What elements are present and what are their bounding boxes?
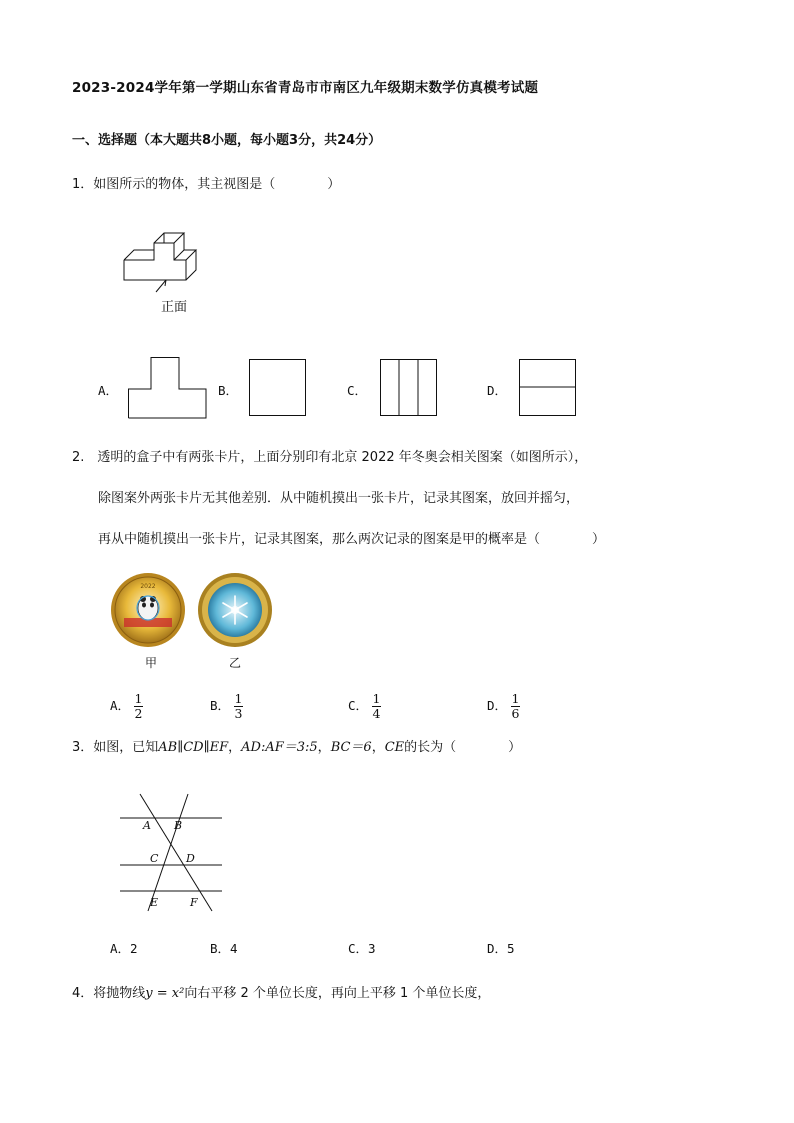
point-a-label: A [143,819,151,832]
q1-solid-figure [120,225,210,300]
q3-ratio-math: AD:AF＝3:5 [241,740,318,755]
question-2-line-3: 再从中随机摸出一张卡片，记录其图案，那么两次记录的图案是甲的概率是（ ） [98,532,606,547]
q2-option-a[interactable] [110,692,143,721]
q2-option-b-fraction: $\frac{1}{3}$ [234,691,243,721]
q2-option-b-label: B． [210,698,231,713]
q3-option-a[interactable]: A．2 [110,941,138,956]
q3-option-b[interactable]: B．4 [210,941,238,956]
q3-ce-math: CE [384,740,405,755]
question-4-stem: 4．将抛物线y = x²向右平移 2 个单位长度，再向上平移 1 个单位长度， [72,986,491,1001]
q1-option-b-label[interactable]: B． [218,383,239,398]
front-view-label: 正面 [161,300,188,315]
point-b-label: B [174,819,183,832]
q2-option-c-fraction: $\frac{1}{4}$ [372,691,381,721]
q3-bc-math: BC＝6 [330,740,372,755]
point-d-label: D [186,852,195,865]
q2-option-b[interactable] [210,692,243,721]
q3-parallel-lines-figure [118,790,228,915]
point-f-label: F [190,896,198,909]
q3-option-d[interactable]: D．5 [487,941,515,956]
q1-option-d-label[interactable]: D． [487,383,508,398]
q1-option-b-figure[interactable] [249,359,307,417]
question-3-stem: 3．如图，已知AB∥CD∥EF，AD:AF＝3:5，BC＝6，CE的长为（ ） [72,740,522,755]
coin-yi-label: 乙 [229,656,242,670]
coin-banner-text: 2022 [140,583,156,590]
question-2-line-1: 2. 透明的盒子中有两张卡片，上面分别印有北京 2022 年冬奥会相关图案（如图所示）， [72,450,588,465]
q1-option-a-figure[interactable] [128,357,208,419]
question-1-stem: 1．如图所示的物体，其主视图是（ ） [72,177,341,192]
q1-option-a-label[interactable]: A． [98,383,119,398]
q2-option-d[interactable] [487,692,520,721]
q2-option-d-label: D． [487,698,508,713]
q3-option-c[interactable]: C．3 [348,941,376,956]
q2-option-d-fraction: $\frac{1}{6}$ [511,691,520,721]
coin-yi-image [197,572,273,648]
q2-option-c[interactable] [348,692,381,721]
q1-option-c-label[interactable]: C． [347,383,368,398]
q1-option-c-figure[interactable] [380,359,438,417]
q2-option-a-fraction: $\frac{1}{2}$ [134,691,143,721]
section-heading: 一、选择题（本大题共8小题，每小题3分，共24分） [72,133,382,148]
coin-jia-label: 甲 [145,656,158,670]
q4-parabola-math: y = x² [145,986,185,1001]
q2-option-a-label: A． [110,698,131,713]
q3-parallel-math: AB∥CD∥EF [158,740,229,755]
question-2-line-2: 除图案外两张卡片无其他差别．从中随机摸出一张卡片，记录其图案，放回并摇匀， [98,491,580,506]
q1-option-d-figure[interactable] [519,359,577,417]
page-title: 2023-2024学年第一学期山东省青岛市市南区九年级期末数学仿真模考试题 [72,80,539,96]
coin-jia-image [110,572,186,648]
point-c-label: C [150,852,159,865]
point-e-label: E [150,896,159,909]
q2-option-c-label: C． [348,698,369,713]
